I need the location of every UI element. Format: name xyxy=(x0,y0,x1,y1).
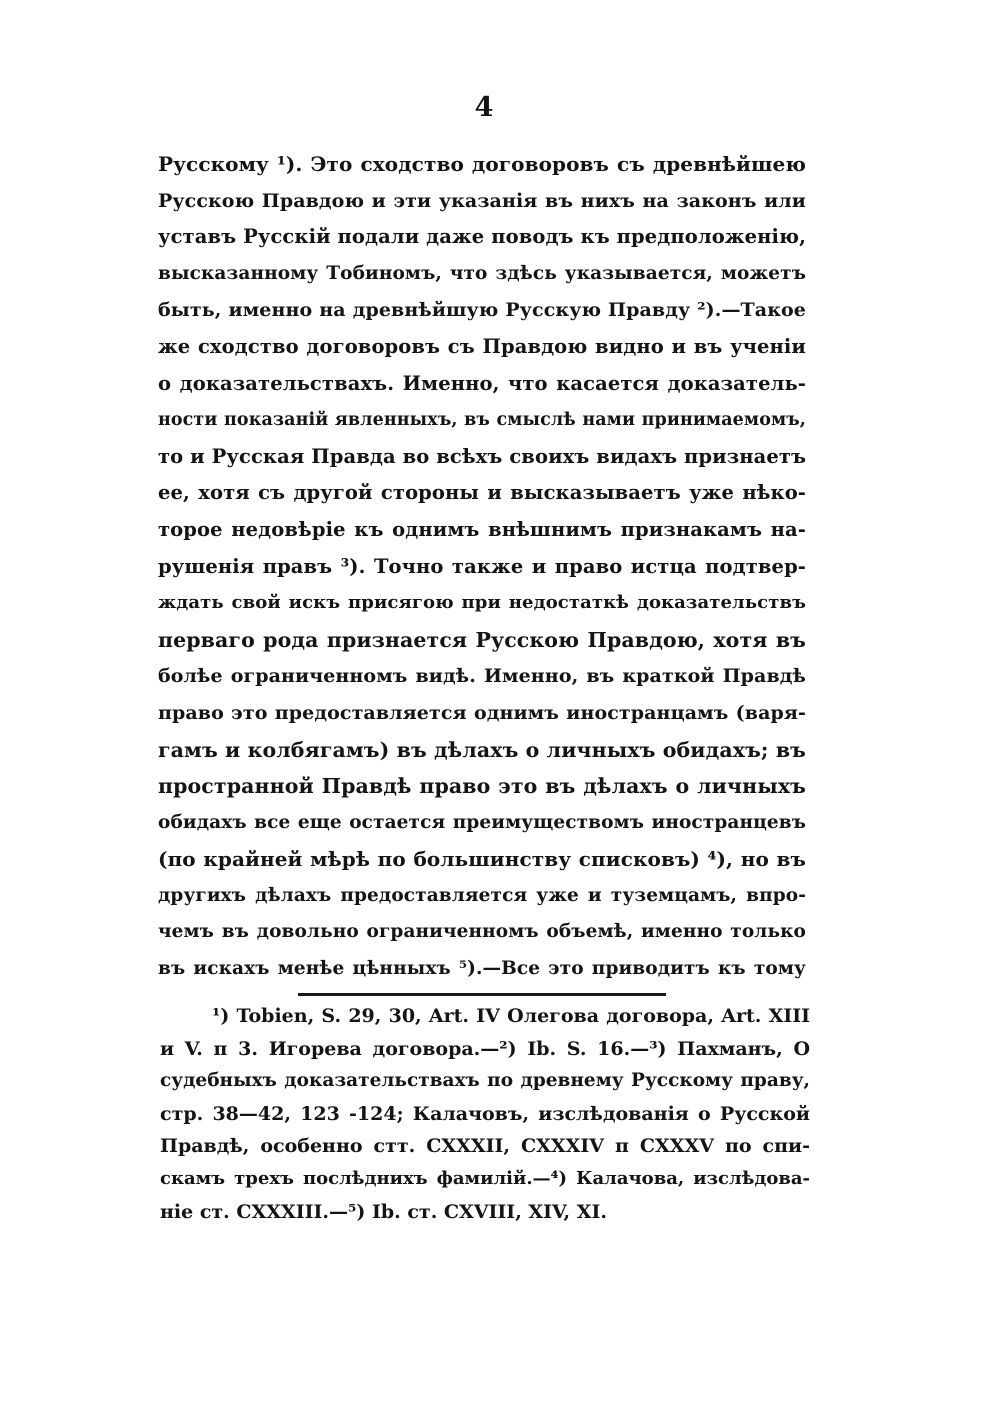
footnote-line: ніе ст. CXXXIII.—⁵) Ib. ст. CXVIII, XIV, XI. xyxy=(160,1200,607,1223)
body-line: ждать свой искъ присягою при недостаткѣ доказательствъ xyxy=(158,592,806,614)
footnote-line: стр. 38—42, 123 -124; Калачовъ, изслѣдованія о Русской xyxy=(160,1102,810,1125)
body-line: высказанному Тобиномъ, что здѣсь указывается, можетъ xyxy=(158,262,806,284)
body-line: болѣе ограниченномъ видѣ. Именно, въ краткой Правдѣ xyxy=(158,665,806,688)
body-line: ее, хотя съ другой стороны и высказываетъ уже нѣко- xyxy=(158,481,806,505)
footnote-line: судебныхъ доказательствахъ по древнему Русскому праву, xyxy=(160,1070,810,1092)
footnote-line: скамъ трехъ послѣднихъ фамилій.—⁴) Калачова, изслѣдова- xyxy=(160,1167,810,1189)
page-number: 4 xyxy=(474,92,494,123)
body-line: въ искахъ менѣе цѣнныхъ ⁵).—Все это приводитъ къ тому xyxy=(158,958,806,980)
footnote-divider xyxy=(298,993,666,996)
footnote-line: и V. п 3. Игорева договора.—²) Ib. S. 16.—³) Пахманъ, О xyxy=(160,1037,810,1060)
body-line: то и Русская Правда во всѣхъ своихъ видахъ признаетъ xyxy=(158,444,807,468)
body-line: право это предоставляется однимъ иностранцамъ (варя- xyxy=(158,701,806,724)
body-text xyxy=(158,146,806,988)
body-line: Русскому ¹). Это сходство договоровъ съ древнѣйшею xyxy=(158,152,806,176)
body-line: быть, именно на древнѣйшую Русскую Правду ²).—Такое xyxy=(158,299,806,322)
body-line: обидахъ все еще остается преимуществомъ иностранцевъ xyxy=(158,811,806,833)
body-line: Русскою Правдою и эти указанія въ нихъ на законъ или xyxy=(158,189,806,212)
body-line: торое недовѣріе къ однимъ внѣшнимъ признакамъ на- xyxy=(158,517,806,541)
footnote-line: ¹) Tobien, S. 29, 30, Art. IV Олегова договора, Art. XIII xyxy=(212,1005,810,1027)
body-line: пространной Правдѣ право это въ дѣлахъ о личныхъ xyxy=(158,774,806,799)
body-line: рушенія правъ ³). Точно также и право истца подтвер- xyxy=(158,554,806,578)
footnote-line: Правдѣ, особенно стт. CXXXII, CXXXIV п CXXXV по спи- xyxy=(160,1135,810,1158)
footnotes xyxy=(160,1000,810,1228)
body-line: другихъ дѣлахъ предоставляется уже и туземцамъ, впро- xyxy=(158,884,806,906)
body-line: гамъ и колбягамъ) въ дѣлахъ о личныхъ обидахъ; въ xyxy=(158,737,806,762)
body-line: чемъ въ довольно ограниченномъ объемѣ, именно только xyxy=(158,921,806,943)
body-line: о доказательствахъ. Именно, что касается доказатель- xyxy=(158,371,806,395)
body-line: перваго рода признается Русскою Правдою, хотя въ xyxy=(158,627,806,652)
body-line: ности показаній явленныхъ, въ смыслѣ нами принимаемомъ, xyxy=(158,410,806,431)
body-line: уставъ Русскій подали даже поводъ къ предположенію, xyxy=(158,225,806,249)
body-line: же сходство договоровъ съ Правдою видно и въ ученіи xyxy=(158,334,806,358)
body-line: (по крайней мѣрѣ по большинству списковъ) ⁴), но въ xyxy=(158,847,806,872)
